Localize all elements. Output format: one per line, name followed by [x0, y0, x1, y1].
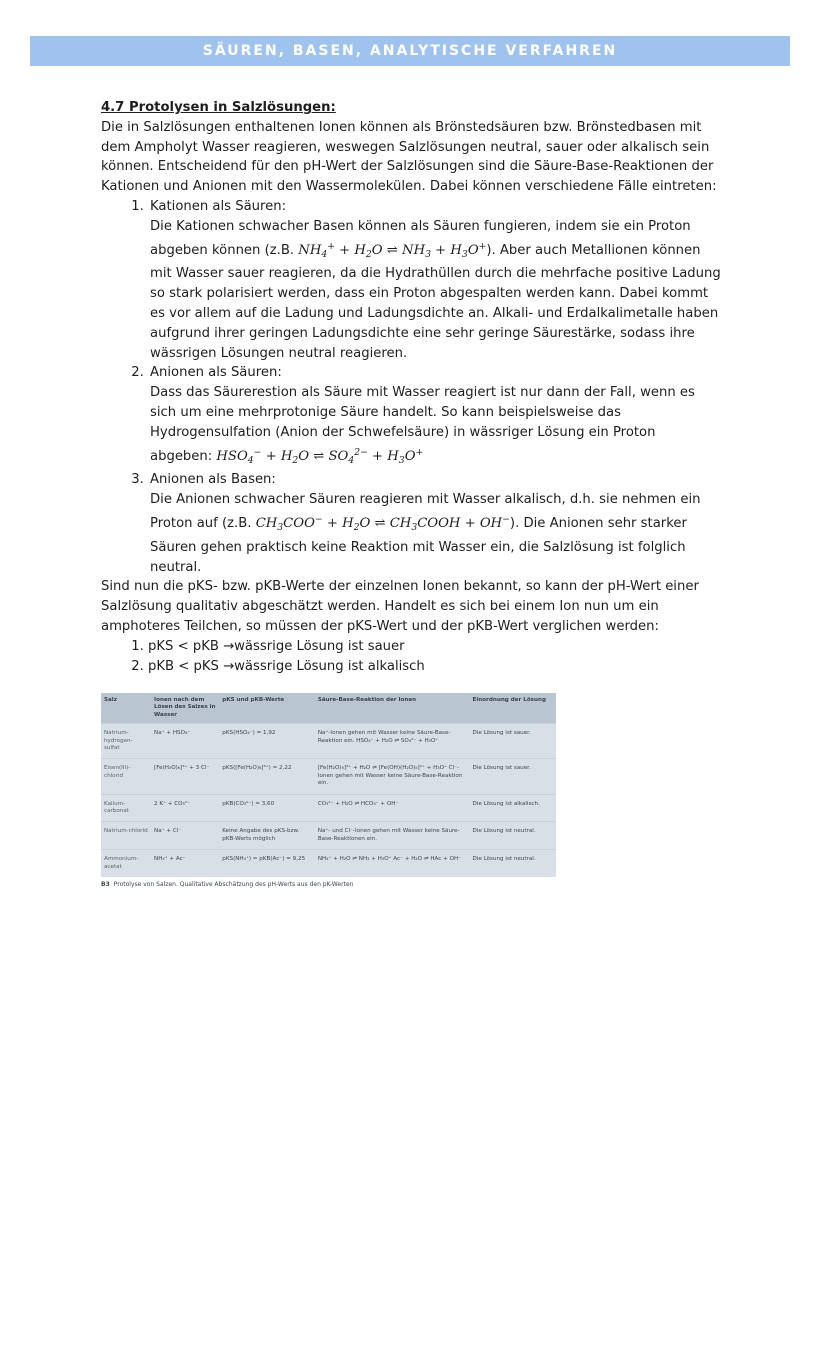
table-row	[101, 822, 556, 850]
table-row	[101, 724, 556, 759]
table-cell: [Fe(H₂O)₆]³⁺ + H₂O ⇌ [Fe(OH)(H₂O)₅]²⁺ + H₃O⁺ Cl⁻-Ionen gehen mit Wasser keine Säure-Base-Reaktion ein.	[315, 759, 470, 794]
case-title: Anionen als Basen:	[150, 472, 276, 488]
main-content	[101, 98, 721, 676]
cases-list	[101, 197, 721, 577]
intro-paragraph: Die in Salzlösungen enthaltenen Ionen können als Brönstedsäuren bzw. Brönstedbasen mit dem Ampholyt Wasser reagieren, weswegen Salzlösungen neutral, sauer oder alkalisch sein können. Entscheidend für den pH-Wert der Salzlösungen sind die Säure-Base-Reaktionen der Kationen und Anionen mit den Wassermolekülen. Dabei können verschiedene Fälle eintreten:	[101, 119, 717, 195]
table-row	[101, 850, 556, 877]
comparison-item: 1. pKS < pKB →wässrige Lösung ist sauer	[148, 637, 721, 657]
caption-text: Protolyse von Salzen. Qualitative Abschätzung des pH-Werts aus den pK-Werten	[113, 881, 354, 889]
table-cell: [Fe(H₂O)₆]³⁺ + 3 Cl⁻	[151, 759, 219, 794]
table-header-cell: Einordnung der Lösung	[470, 693, 556, 724]
caption-label: B3	[101, 881, 110, 889]
table-cell: Na⁺-Ionen gehen mit Wasser keine Säure-Base-Reaktion ein. HSO₄⁻ + H₂O ⇌ SO₄²⁻ + H₃O⁺	[315, 724, 470, 759]
table-cell: CO₃²⁻ + H₂O ⇌ HCO₃⁻ + OH⁻	[315, 794, 470, 822]
table-row	[101, 794, 556, 822]
table-cell: pKB(CO₃²⁻) = 3,60	[219, 794, 315, 822]
section-title: 4.7 Protolysen in Salzlösungen:	[101, 100, 336, 115]
table-cell: Kalium-carbonat	[101, 794, 151, 822]
table-cell: Na⁺ + Cl⁻	[151, 822, 219, 850]
equation-ammonium: $NH_4^+ + H_2O$ ⇌ $NH_3 + H_3O^+$	[298, 240, 487, 260]
table-cell: Die Lösung ist neutral.	[470, 822, 556, 850]
table-header-cell: pKS und pKB-Werte	[219, 693, 315, 724]
table-cell: Natrium-hydrogen-sulfat	[101, 724, 151, 759]
table-header-cell: Salz	[101, 693, 151, 724]
table-cell: Die Lösung ist neutral.	[470, 850, 556, 877]
case-item	[148, 197, 721, 363]
table-cell: pKS(NH₄⁺) = pKB(Ac⁻) = 9,25	[219, 850, 315, 877]
comparison-list	[101, 637, 721, 677]
case-title: Kationen als Säuren:	[150, 198, 287, 214]
table-cell: NH₄⁺ + H₂O ⇌ NH₃ + H₃O⁺ Ac⁻ + H₂O ⇌ HAc + OH⁻	[315, 850, 470, 877]
table-cell: Die Lösung ist sauer.	[470, 724, 556, 759]
table-header-cell: Säure-Base-Reaktion der Ionen	[315, 693, 470, 724]
case-body: Die Kationen schwacher Basen können als Säuren fungieren, indem sie ein Proton abgeben können (z.B. $NH_4^+ + H_2O$ ⇌ $NH_3 + H_3O^+$). Aber auch Metallionen können mit Wasser sauer reagieren, da die Hydrathüllen durch die mehrfache positive Ladung so stark polarisiert werden, dass ein Proton abgespalten werden kann. Dabei kommt es vor allem auf die Ladung und Ladungsdichte an. Alkali- und Erdalkalimetalle haben aufgrund ihrer geringen Ladungsdichte eine sehr geringe Säurestärke, sodass ihre wässrigen Lösungen neutral reagieren.	[150, 218, 721, 361]
equation-acetate: $CH_3COO^- + H_2O$ ⇌ $CH_3COOH + OH^-$	[255, 513, 510, 533]
table-cell: Die Lösung ist alkalisch.	[470, 794, 556, 822]
chapter-banner: SÄUREN, BASEN, ANALYTISCHE VERFAHREN	[30, 36, 790, 66]
case-body: Die Anionen schwacher Säuren reagieren mit Wasser alkalisch, d.h. sie nehmen ein Proton auf (z.B. $CH_3COO^- + H_2O$ ⇌ $CH_3COOH + OH^-$). Die Anionen sehr starker Säuren gehen praktisch keine Reaktion mit Wasser ein, die Salzlösung ist folglich neutral.	[150, 492, 701, 575]
case-title: Anionen als Säuren:	[150, 365, 282, 381]
comparison-item: 2. pKB < pKS →wässrige Lösung ist alkalisch	[148, 657, 721, 677]
table-cell: Eisen(III)-chlorid	[101, 759, 151, 794]
table-cell: Keine Angabe des pKS-bzw. pKB-Werts möglich	[219, 822, 315, 850]
salt-protolysis-figure	[101, 693, 556, 888]
equation-hydrogensulfate: $HSO_4^- + H_2O$ ⇌ $SO_4^{2-} + H_3O^+$	[216, 446, 424, 466]
table-cell: pKS([Fe(H₂O)₆]³⁺) = 2,22	[219, 759, 315, 794]
summary-paragraph: Sind nun die pKS- bzw. pKB-Werte der einzelnen Ionen bekannt, so kann der pH-Wert einer Salzlösung qualitativ abgeschätzt werden. Handelt es sich bei einem Ion nun um ein amphoteres Teilchen, so müssen der pKS-Wert und der pKB-Wert verglichen werden:	[101, 579, 699, 634]
table-cell: Die Lösung ist sauer.	[470, 759, 556, 794]
case-item	[148, 470, 721, 577]
table-cell: Ammonium-acetat	[101, 850, 151, 877]
table-cell: 2 K⁺ + CO₃²⁻	[151, 794, 219, 822]
case-body: Dass das Säurerestion als Säure mit Wasser reagiert ist nur dann der Fall, wenn es sich um eine mehrprotonige Säure handelt. So kann beispielsweise das Hydrogensulfation (Anion der Schwefelsäure) in wässriger Lösung ein Proton abgeben: $HSO_4^- + H_2O$ ⇌ $SO_4^{2-} + H_3O^+$	[150, 385, 695, 466]
table-cell: Natrium-chlorid	[101, 822, 151, 850]
table-cell: pKS(HSO₄⁻) = 1,92	[219, 724, 315, 759]
table-header-cell: Ionen nach dem Lösen des Salzes in Wasser	[151, 693, 219, 724]
table-cell: Na⁺ + HSO₄⁻	[151, 724, 219, 759]
salt-table	[101, 693, 556, 877]
case-item	[148, 363, 721, 470]
figure-caption	[101, 877, 556, 888]
table-row	[101, 759, 556, 794]
table-header-row	[101, 693, 556, 724]
table-cell: Na⁺- und Cl⁻-Ionen gehen mit Wasser keine Säure-Base-Reaktionen ein.	[315, 822, 470, 850]
table-cell: NH₄⁺ + Ac⁻	[151, 850, 219, 877]
